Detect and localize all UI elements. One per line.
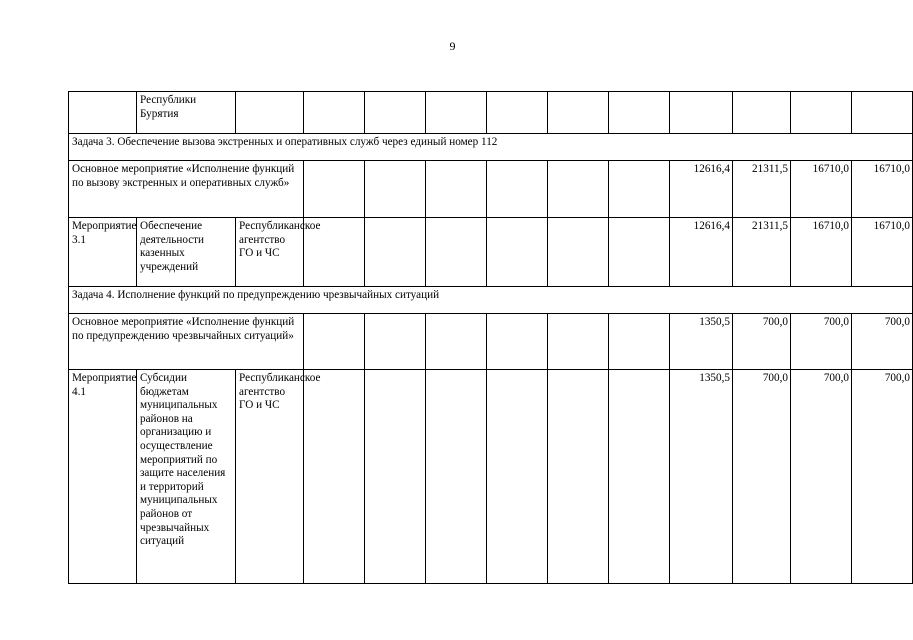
table-cell [670, 92, 733, 134]
value-cell: 16710,0 [791, 218, 852, 287]
main-activity-row [69, 161, 913, 218]
value-cell: 700,0 [733, 370, 791, 584]
table-cell [426, 218, 487, 287]
table-row [69, 92, 913, 134]
value-cell: 21311,5 [733, 218, 791, 287]
table-cell [609, 218, 670, 287]
table-cell [548, 314, 609, 370]
table-cell [791, 92, 852, 134]
task-3-title: Задача 3. Обеспечение вызова экстренных и оперативных служб через единый номер 112 [69, 134, 913, 161]
main-activity-3-title: Основное мероприятие «Исполнение функций по вызову экстренных и оперативных служб» [69, 161, 304, 218]
table-cell [365, 218, 426, 287]
value-cell: 700,0 [733, 314, 791, 370]
main-activity-row [69, 314, 913, 370]
table-cell [733, 92, 791, 134]
activity-name: Обеспечение деятельности казенных учреждений [137, 218, 236, 287]
table-cell [548, 92, 609, 134]
table-cell [487, 92, 548, 134]
value-cell: 700,0 [791, 314, 852, 370]
table-cell [426, 92, 487, 134]
table-cell [426, 370, 487, 584]
value-cell: 16710,0 [791, 161, 852, 218]
table-cell [609, 370, 670, 584]
value-cell: 1350,5 [670, 314, 733, 370]
table-cell [852, 92, 913, 134]
table-cell [487, 314, 548, 370]
table-cell [426, 314, 487, 370]
activity-executor: Республиканское агентство ГО и ЧС [236, 370, 304, 584]
value-cell: 1350,5 [670, 370, 733, 584]
table-cell [236, 92, 304, 134]
value-cell: 16710,0 [852, 161, 913, 218]
table-cell [487, 161, 548, 218]
table-cell [304, 92, 365, 134]
task-row [69, 287, 913, 314]
table-cell [304, 314, 365, 370]
task-row [69, 134, 913, 161]
table-cell [609, 314, 670, 370]
table-cell [69, 92, 137, 134]
table-cell [365, 314, 426, 370]
table-cell [426, 161, 487, 218]
table-cell [548, 370, 609, 584]
responsible-cell: Республики Бурятия [137, 92, 236, 134]
table-cell [609, 92, 670, 134]
main-activity-4-title: Основное мероприятие «Исполнение функций по предупреждению чрезвычайных ситуаций» [69, 314, 304, 370]
value-cell: 12616,4 [670, 218, 733, 287]
activity-row [69, 218, 913, 287]
task-4-title: Задача 4. Исполнение функций по предупреждению чрезвычайных ситуаций [69, 287, 913, 314]
table-cell [487, 370, 548, 584]
value-cell: 700,0 [852, 314, 913, 370]
table-cell [365, 92, 426, 134]
activity-row [69, 370, 913, 584]
table-cell [487, 218, 548, 287]
activity-name: Субсидии бюджетам муниципальных районов на организацию и осуществление мероприятий по защите населения и территорий муниципальных районов от чрезвычайных ситуаций [137, 370, 236, 584]
table-cell [304, 370, 365, 584]
table-cell [548, 161, 609, 218]
table-cell [609, 161, 670, 218]
activity-code: Мероприятие 4.1 [69, 370, 137, 584]
program-activities-table [68, 91, 913, 584]
value-cell: 16710,0 [852, 218, 913, 287]
value-cell: 700,0 [791, 370, 852, 584]
value-cell: 21311,5 [733, 161, 791, 218]
table-cell [304, 161, 365, 218]
activity-executor: Республиканское агентство ГО и ЧС [236, 218, 304, 287]
value-cell: 700,0 [852, 370, 913, 584]
value-cell: 12616,4 [670, 161, 733, 218]
page-number: 9 [449, 39, 456, 53]
table-cell [365, 370, 426, 584]
table-cell [548, 218, 609, 287]
table-cell [365, 161, 426, 218]
activity-code: Мероприятие 3.1 [69, 218, 137, 287]
